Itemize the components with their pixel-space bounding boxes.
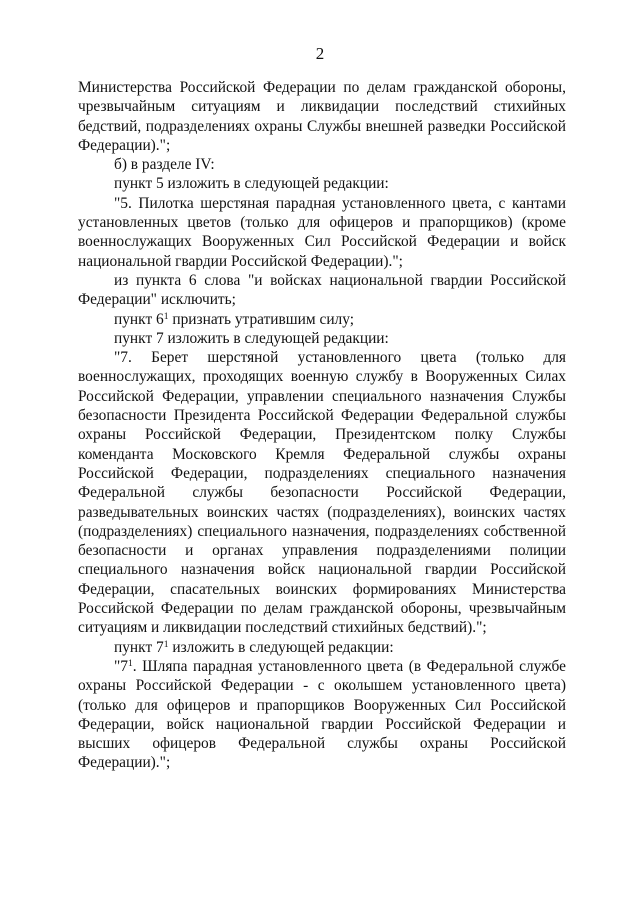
paragraph-section-heading: б) в разделе IV: [114,156,215,174]
paragraph-item-7-text: "7. Берет шерстяной установленного цвета (только для военнослужащих, проходящих военную службу в Вооруженных Силах Российской Федерации, управлении специального назначения Службы безопасности Президента Российской Федерации Федеральной службы охраны Российской Федерации, Президентском полку Службы коменданта Московского Кремля Федеральной службы охраны Российской Федерации, подразделениях специального назначения Федеральной службы безопасности Российской Федерации, разведывательных воинских частях (подразделениях), воинских частях (подразделениях) специального назначения, подразделениях собственной безопасности и органах управления подразделениями полиции специального назначения войск национальной гвардии Российской Федерации, спасательных воинских формированиях Министерства Российской Федерации по делам гражданской обороны, чрезвычайным ситуациям и ликвидации последствий стихийных бедствий)."; [78,349,566,637]
item-6-1-superscript: 1 [163,310,169,322]
item-6-1-prefix: пункт 6 [114,310,164,328]
item-7-1-prefix: пункт 7 [114,638,164,656]
item-7-1-text-superscript: 1 [127,657,133,669]
item-7-1-text-body: . Шляпа парадная установленного цвета (в Федеральной службе охраны Российской Федерации - с околышем установленного цвета) (только для офицеров и прапорщиков Вооруженных Сил Российской Федерации, войск национальной гвардии Российской Федерации и высших офицеров Федеральной службы охраны Российской Федерации)."; [78,657,566,772]
paragraph-item-7-1-text [78,657,566,773]
item-6-1-suffix: признать утратившим силу; [168,310,354,328]
paragraph-item-5-text: "5. Пилотка шерстяная парадная установленного цвета, с кантами установленных цветов (только для офицеров и прапорщиков) (кроме военнослужащих Вооруженных Сил Российской Федерации и войск национальной гвардии Российской Федерации)."; [78,194,566,270]
paragraph-continuation: Министерства Российской Федерации по делам гражданской обороны, чрезвычайным ситуациям и ликвидации последствий стихийных бедствий, подразделениях охраны Службы внешней разведки Российской Федерации)."; [78,79,566,154]
item-7-1-superscript: 1 [163,638,169,650]
item-7-1-suffix: изложить в следующей редакции: [168,638,394,656]
document-body [78,78,566,773]
paragraph-item-6-instruction: из пункта 6 слова "и войсках национальной гвардии Российской Федерации" исключить; [78,271,566,309]
paragraph-item-7-1-instruction [78,638,566,657]
item-7-1-text-prefix: "7 [114,657,128,675]
paragraph-item-6-1 [78,310,566,329]
paragraph-item-5-instruction: пункт 5 изложить в следующей редакции: [114,175,389,193]
page-number: 2 [315,44,325,63]
paragraph-item-7-instruction: пункт 7 изложить в следующей редакции: [114,329,389,347]
